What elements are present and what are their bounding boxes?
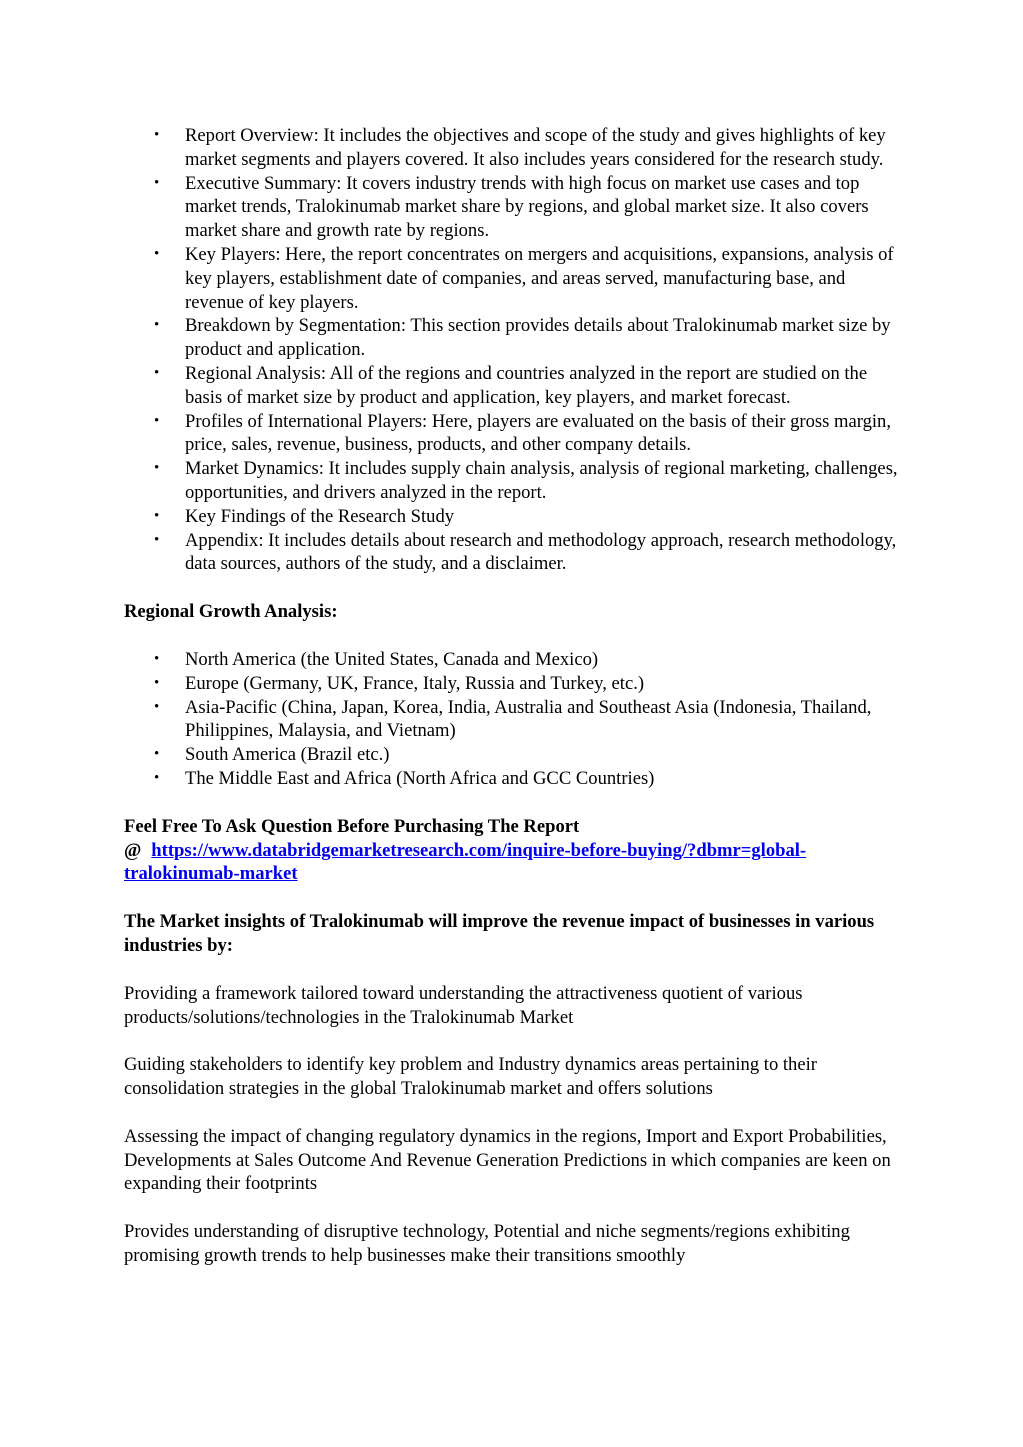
bullet-icon: • (154, 317, 160, 334)
bullet-icon: • (154, 245, 160, 262)
spacer (124, 576, 904, 600)
bullet-icon: • (154, 412, 160, 429)
regional-list (124, 648, 904, 791)
bullet-icon: • (154, 507, 160, 524)
insight-paragraph: Provides understanding of disruptive technology, Potential and niche segments/regions exhibiting promising growth trends to help businesses make their transitions smoothly (124, 1221, 850, 1267)
list-item: • Regional Analysis: All of the regions and countries analyzed in the report are studied on the basis of market size by product and application, key players, and market forecast. (154, 362, 868, 408)
list-item: • Market Dynamics: It includes supply chain analysis, analysis of regional marketing, challenges, opportunities, and drivers analyzed in the report. (154, 458, 898, 503)
bullet-icon: • (154, 769, 160, 786)
regional-growth-heading: Regional Growth Analysis: (124, 601, 338, 623)
list-item: • The Middle East and Africa (North Africa and GCC Countries) (154, 767, 655, 789)
insight-paragraph: Providing a framework tailored toward understanding the attractiveness quotient of various products/solutions/technologies in the Tralokinumab Market (124, 982, 803, 1028)
document-page (124, 124, 904, 1268)
list-item: • Appendix: It includes details about research and methodology approach, research methodology, data sources, authors of the study, and a disclaimer. (154, 529, 897, 575)
list-item: • North America (the United States, Canada and Mexico) (154, 648, 599, 670)
bullet-icon: • (154, 174, 160, 191)
inquiry-heading: Feel Free To Ask Question Before Purchasing The Report (124, 815, 580, 837)
bullet-icon: • (154, 650, 160, 667)
list-item: • South America (Brazil etc.) (154, 744, 390, 766)
inquiry-link[interactable]: https://www.databridgemarketresearch.com/inquire-before-buying/?dbmr=global-tralokinumab-market (124, 839, 807, 885)
spacer (124, 1101, 904, 1125)
spacer (124, 1196, 904, 1220)
spacer (124, 886, 904, 910)
bullet-icon: • (154, 674, 160, 691)
at-symbol: @ (124, 839, 142, 861)
list-item: • Key Players: Here, the report concentrates on mergers and acquisitions, expansions, analysis of key players, establishment date of companies, and areas served, manufacturing base, and revenue of key players. (154, 243, 894, 313)
list-item: • Profiles of International Players: Here, players are evaluated on the basis of their gross margin, price, sales, revenue, business, products, and other company details. (154, 410, 891, 456)
list-item: • Report Overview: It includes the objectives and scope of the study and gives highlights of key market segments and players covered. It also includes years considered for the research study. (154, 125, 886, 170)
list-item: • Key Findings of the Research Study (154, 505, 455, 527)
spacer (124, 1029, 904, 1053)
list-item: • Executive Summary: It covers industry trends with high focus on market use cases and top market trends, Tralokinumab market share by regions, and global market size. It also covers market share and growth rate by regions. (154, 172, 869, 242)
bullet-icon: • (154, 698, 160, 715)
spacer (124, 958, 904, 982)
list-item: • Breakdown by Segmentation: This section provides details about Tralokinumab market size by product and application. (154, 315, 891, 361)
insight-paragraph: Assessing the impact of changing regulatory dynamics in the regions, Import and Export Probabilities, Developments at Sales Outcome And Revenue Generation Predictions in which companies are keen on expanding their footprints (124, 1125, 891, 1195)
list-item: • Europe (Germany, UK, France, Italy, Russia and Turkey, etc.) (154, 672, 645, 694)
report-contents-list (124, 124, 904, 576)
bullet-icon: • (154, 746, 160, 763)
bullet-icon: • (154, 460, 160, 477)
insight-paragraph: Guiding stakeholders to identify key problem and Industry dynamics areas pertaining to their consolidation strategies in the global Tralokinumab market and offers solutions (124, 1054, 817, 1100)
bullet-icon: • (154, 127, 160, 143)
inquiry-link-line (124, 839, 904, 887)
spacer (124, 791, 904, 815)
spacer (124, 624, 904, 648)
bullet-icon: • (154, 531, 160, 548)
insights-heading: The Market insights of Tralokinumab will improve the revenue impact of businesses in various industries by: (124, 911, 875, 956)
list-item: • Asia-Pacific (China, Japan, Korea, India, Australia and Southeast Asia (Indonesia, Thailand, Philippines, Malaysia, and Vietnam) (154, 696, 872, 742)
bullet-icon: • (154, 364, 160, 381)
